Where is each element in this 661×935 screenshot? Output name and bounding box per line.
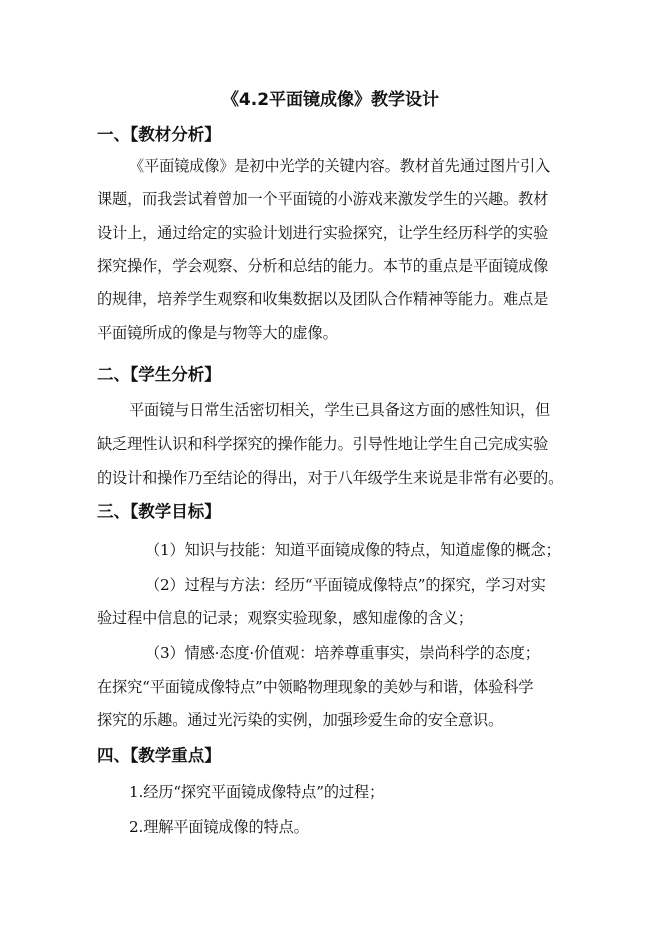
document-title: 《4.2平面镜成像》教学设计 [221, 90, 440, 110]
section-heading-textbook-analysis: 一、【教材分析】 [97, 125, 221, 144]
section-heading-teaching-objectives: 三、【教学目标】 [97, 502, 221, 521]
paragraph-line: 设计上，通过给定的实验计划进行实验探究，让学生经历科学的实验 [97, 224, 549, 242]
paragraph-line: 的规律，培养学生观察和收集数据以及团队合作精神等能力。难点是 [97, 290, 549, 308]
list-item: 2.理解平面镜成像的特点。 [129, 818, 309, 836]
objective-line: （3）情感·态度·价值观：培养尊重事实，崇尚科学的态度； [145, 644, 540, 662]
paragraph-line: 探究的乐趣。通过光污染的实例，加强珍爱生命的安全意识。 [97, 711, 504, 729]
section-heading-student-analysis: 二、【学生分析】 [97, 365, 221, 384]
paragraph-line: 在探究“平面镜成像特点”中领略物理现象的美妙与和谐，体验科学 [97, 678, 534, 696]
paragraph-line: 的设计和操作乃至结论的得出，对于八年级学生来说是非常有必要的。 [97, 469, 564, 487]
paragraph-line: 平面镜与日常生活密切相关，学生已具备这方面的感性知识，但 [129, 401, 551, 419]
section-heading-teaching-focus: 四、【教学重点】 [97, 746, 221, 765]
paragraph-line: 课题，而我尝试着曾加一个平面镜的小游戏来激发学生的兴趣。教材 [97, 190, 549, 208]
paragraph-line: 《平面镜成像》是初中光学的关键内容。教材首先通过图片引入 [129, 157, 551, 175]
paragraph-line: 缺乏理性认识和科学探究的操作能力。引导性地让学生自己完成实验 [97, 435, 549, 453]
objective-line: （1）知识与技能：知道平面镜成像的特点，知道虚像的概念； [145, 541, 561, 559]
paragraph-line: 探究操作，学会观察、分析和总结的能力。本节的重点是平面镜成像 [97, 257, 549, 275]
objective-line: （2）过程与方法：经历“平面镜成像特点”的探究，学习对实 [145, 576, 546, 594]
list-item: 1.经历“探究平面镜成像特点”的过程； [129, 783, 384, 801]
paragraph-line: 验过程中信息的记录；观察实验现象，感知虚像的含义； [97, 609, 473, 627]
paragraph-line: 平面镜所成的像是与物等大的虚像。 [97, 324, 338, 342]
